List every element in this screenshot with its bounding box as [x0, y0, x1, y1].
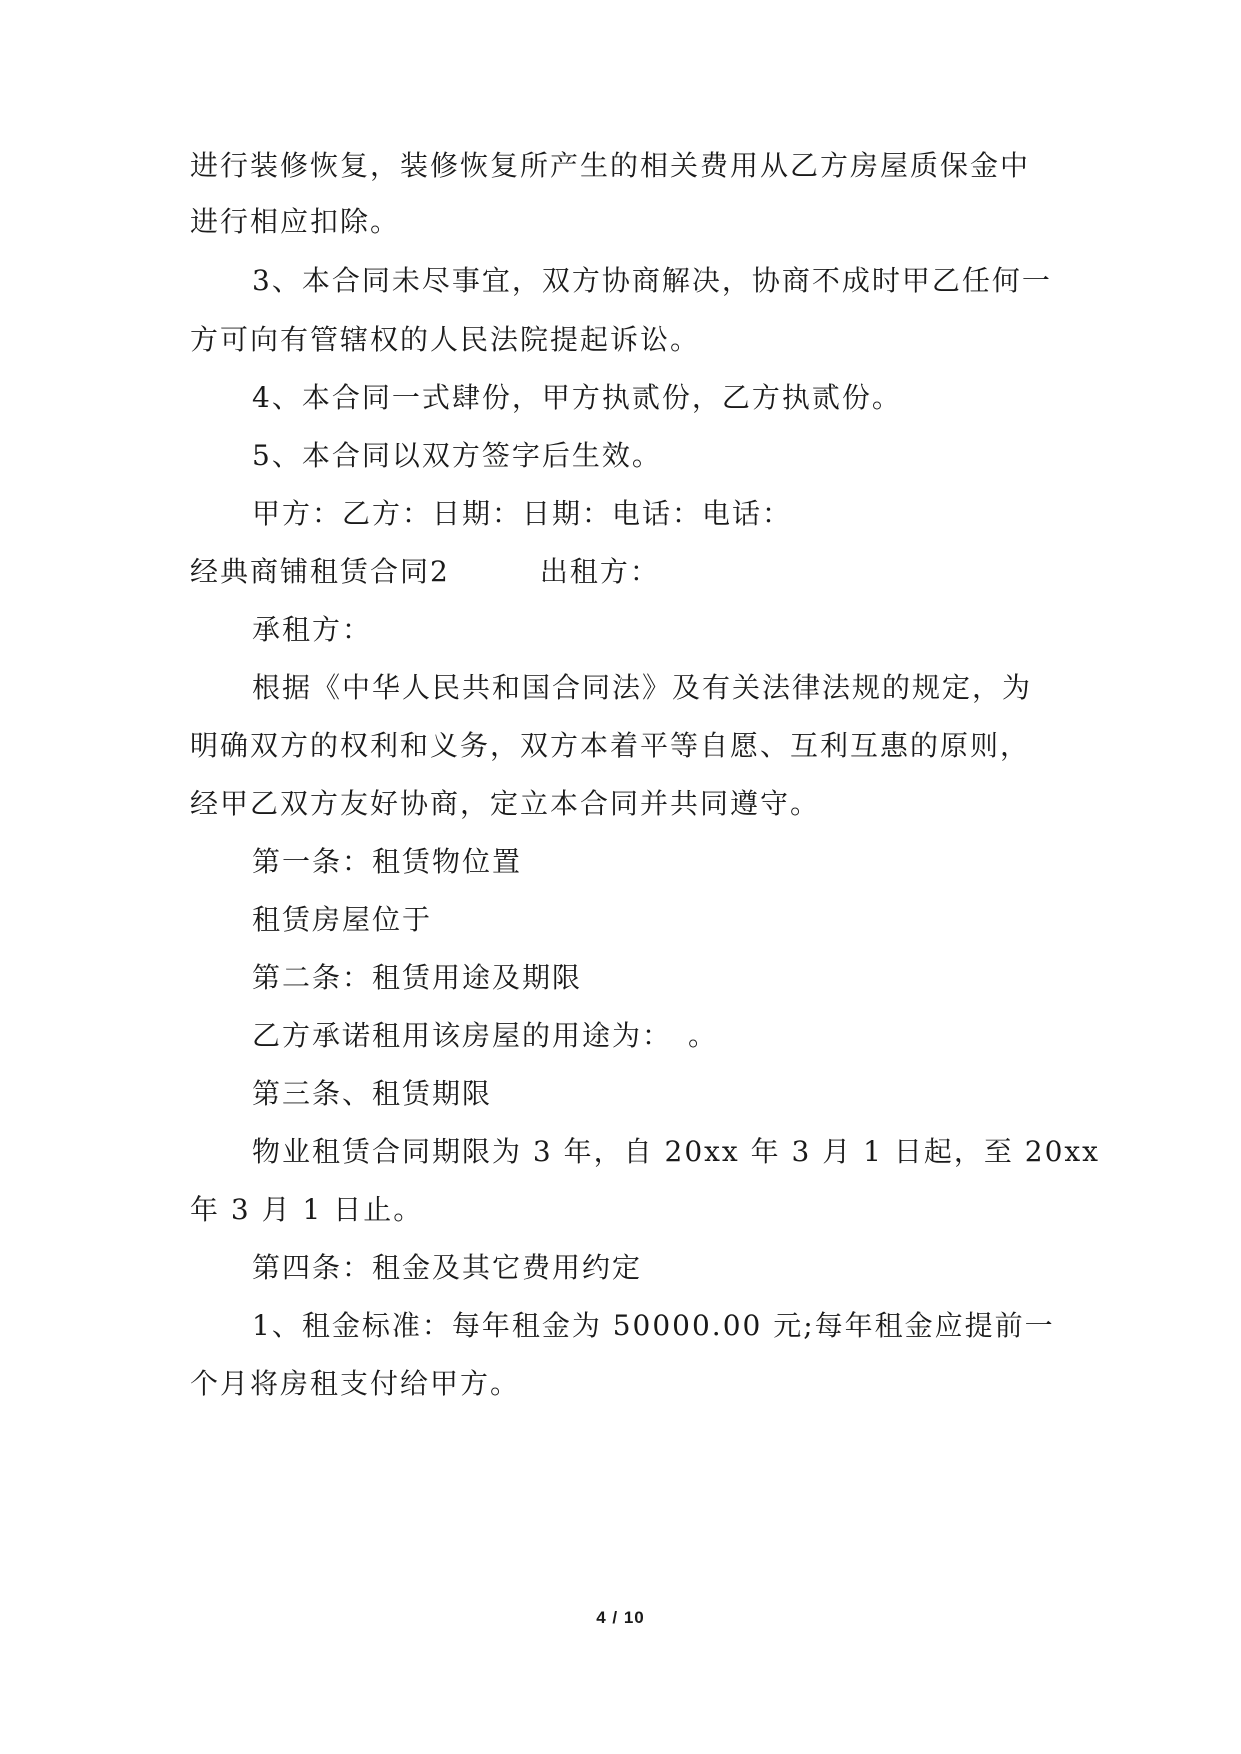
article-1-heading: 第一条：租赁物位置 [252, 845, 523, 878]
paragraph-clause-3: 3、本合同未尽事宜，双方协商解决，协商不成时甲乙任何一 [252, 264, 1052, 297]
article-2-heading: 第二条：租赁用途及期限 [252, 961, 583, 994]
article-4-heading: 第四条：租金及其它费用约定 [252, 1251, 643, 1284]
article-3-heading: 第三条、租赁期限 [252, 1077, 493, 1110]
text-line: 经甲乙双方友好协商，定立本合同并共同遵守。 [190, 787, 821, 820]
text-line: 方可向有管辖权的人民法院提起诉讼。 [190, 323, 701, 356]
contract-heading-row [190, 552, 1070, 592]
paragraph-clause-4: 4、本合同一式肆份，甲方执贰份，乙方执贰份。 [252, 381, 902, 414]
text-line: 年 3 月 1 日止。 [190, 1193, 424, 1226]
preamble-paragraph: 根据《中华人民共和国合同法》及有关法律法规的规定，为 [252, 671, 1033, 704]
lessor-label: 出租方： [539, 555, 660, 588]
text-line: 个月将房租支付给甲方。 [190, 1367, 521, 1400]
lessee-label: 承租方： [252, 613, 373, 646]
text-line: 进行相应扣除。 [190, 205, 401, 238]
text-line: 进行装修恢复，装修恢复所产生的相关费用从乙方房屋质保金中 [190, 149, 1031, 182]
rent-standard-paragraph: 1、租金标准：每年租金为 50000.00 元;每年租金应提前一 [252, 1309, 1055, 1342]
contract-title: 经典商铺租赁合同2 [190, 555, 450, 588]
signature-line: 甲方：乙方：日期：日期：电话：电话： [252, 497, 793, 530]
page-number: 4 / 10 [596, 1608, 645, 1627]
text-line: 租赁房屋位于 [252, 903, 433, 936]
text-line: 乙方承诺租用该房屋的用途为： 。 [252, 1019, 719, 1052]
paragraph-clause-5: 5、本合同以双方签字后生效。 [252, 439, 662, 472]
lease-term-paragraph: 物业租赁合同期限为 3 年，自 20xx 年 3 月 1 日起，至 20xx [252, 1135, 1100, 1168]
text-line: 明确双方的权利和义务，双方本着平等自愿、互利互惠的原则， [190, 729, 1031, 762]
